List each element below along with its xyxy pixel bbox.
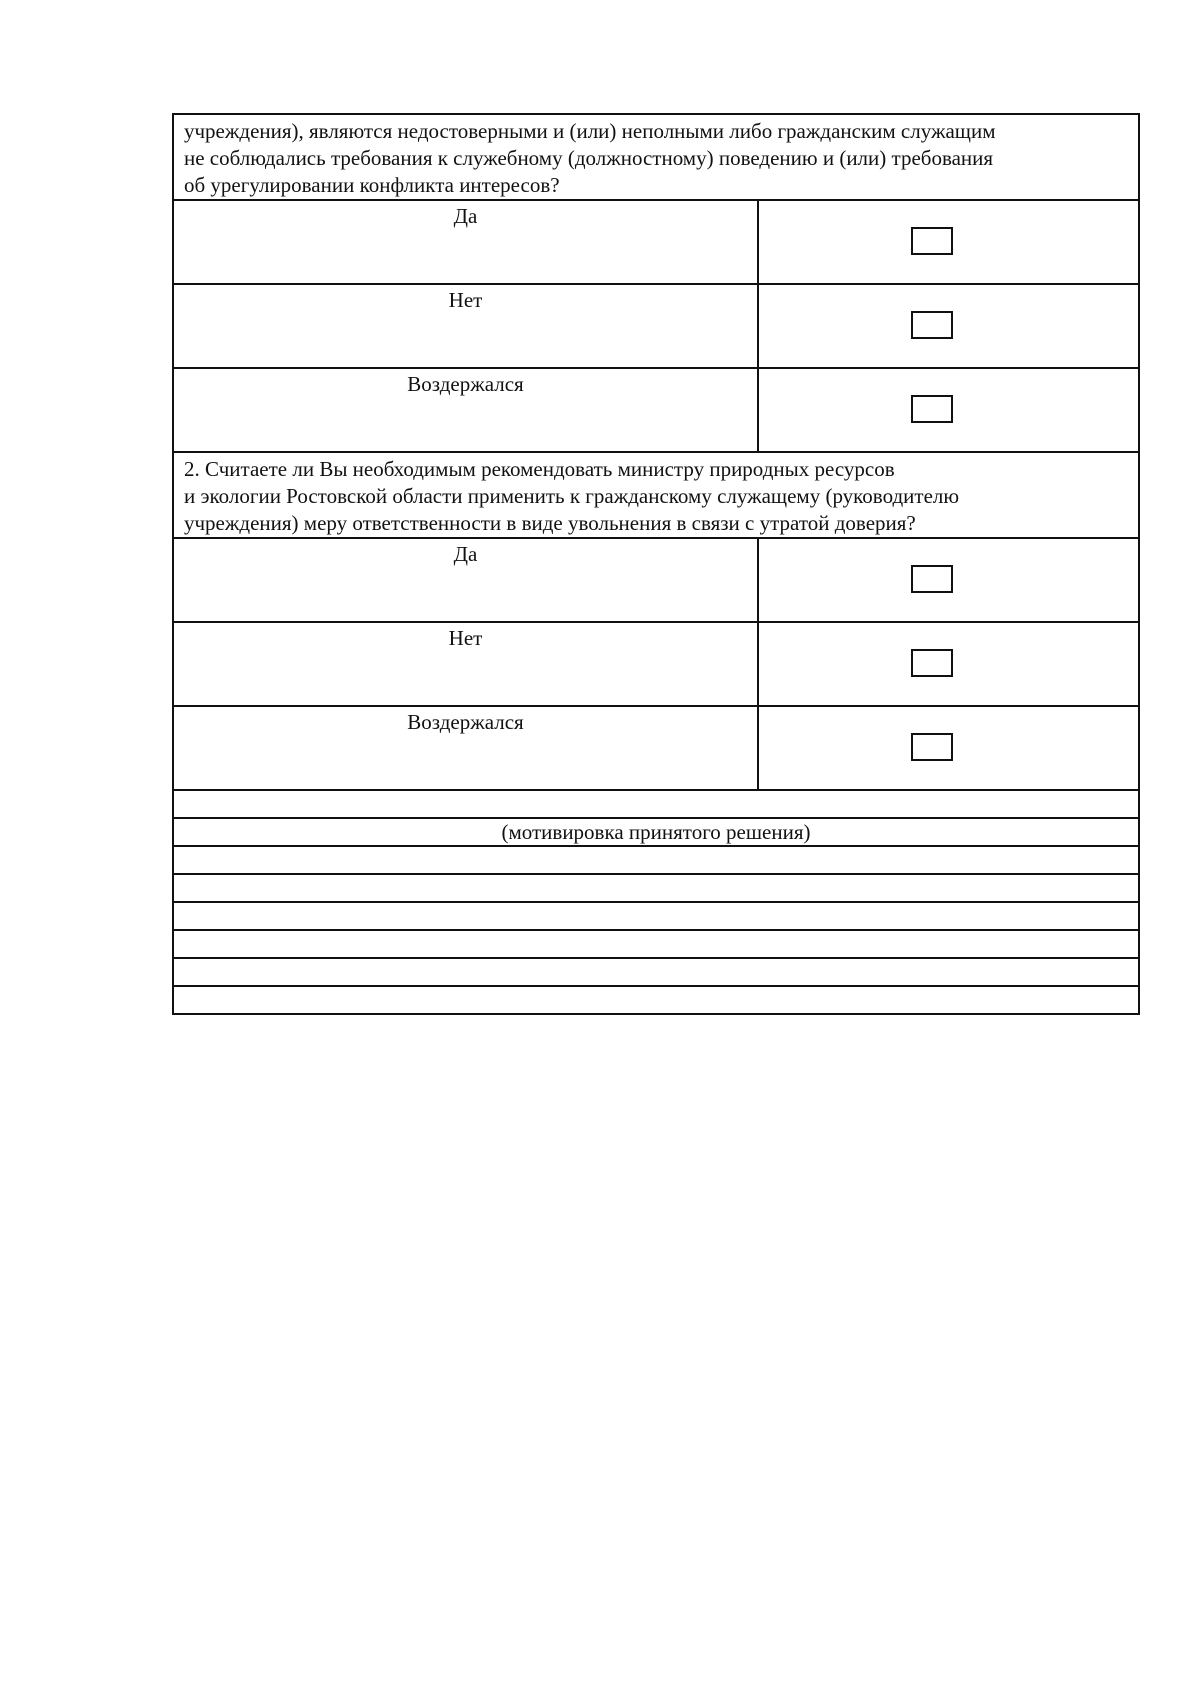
- question-1-line-1: учреждения), являются недостоверными и (или) неполными либо гражданским служащим: [184, 119, 996, 143]
- option-checkbox-cell: [759, 201, 1138, 283]
- option-label: Да: [174, 539, 759, 621]
- question-1-option-no: [174, 285, 1138, 369]
- question-2-no-checkbox[interactable]: [911, 649, 953, 677]
- motivation-text-line[interactable]: [174, 931, 1138, 959]
- question-1-yes-checkbox[interactable]: [911, 227, 953, 255]
- question-2-option-no: [174, 623, 1138, 707]
- question-2-line-3: учреждения) меру ответственности в виде увольнения в связи с утратой доверия?: [184, 511, 916, 535]
- motivation-input-line[interactable]: [174, 791, 1138, 819]
- question-2-option-yes: [174, 539, 1138, 623]
- option-checkbox-cell: [759, 285, 1138, 367]
- option-label: Воздержался: [174, 369, 759, 451]
- question-1-abstain-checkbox[interactable]: [911, 395, 953, 423]
- question-1-text: [174, 115, 1138, 201]
- motivation-text-line[interactable]: [174, 987, 1138, 1013]
- question-1-line-3: об урегулировании конфликта интересов?: [184, 173, 560, 197]
- motivation-text-line[interactable]: [174, 959, 1138, 987]
- motivation-text-line[interactable]: [174, 903, 1138, 931]
- motivation-text-line[interactable]: [174, 847, 1138, 875]
- voting-ballot-form: [172, 113, 1140, 1015]
- question-2-line-2: и экологии Ростовской области применить к гражданскому служащему (руководителю: [184, 484, 960, 508]
- motivation-caption: (мотивировка принятого решения): [174, 819, 1138, 847]
- question-2-abstain-checkbox[interactable]: [911, 733, 953, 761]
- option-checkbox-cell: [759, 539, 1138, 621]
- option-label: Да: [174, 201, 759, 283]
- option-label: Воздержался: [174, 707, 759, 789]
- question-2-yes-checkbox[interactable]: [911, 565, 953, 593]
- question-1-line-2: не соблюдались требования к служебному (должностному) поведению и (или) требования: [184, 146, 994, 170]
- option-label: Нет: [174, 623, 759, 705]
- question-1-option-abstain: [174, 369, 1138, 453]
- option-checkbox-cell: [759, 623, 1138, 705]
- option-checkbox-cell: [759, 369, 1138, 451]
- option-checkbox-cell: [759, 707, 1138, 789]
- motivation-text-line[interactable]: [174, 875, 1138, 903]
- question-2-line-1: 2. Считаете ли Вы необходимым рекомендовать министру природных ресурсов: [184, 457, 895, 481]
- question-1-option-yes: [174, 201, 1138, 285]
- question-1-no-checkbox[interactable]: [911, 311, 953, 339]
- question-2-text: [174, 453, 1138, 539]
- question-2-option-abstain: [174, 707, 1138, 791]
- option-label: Нет: [174, 285, 759, 367]
